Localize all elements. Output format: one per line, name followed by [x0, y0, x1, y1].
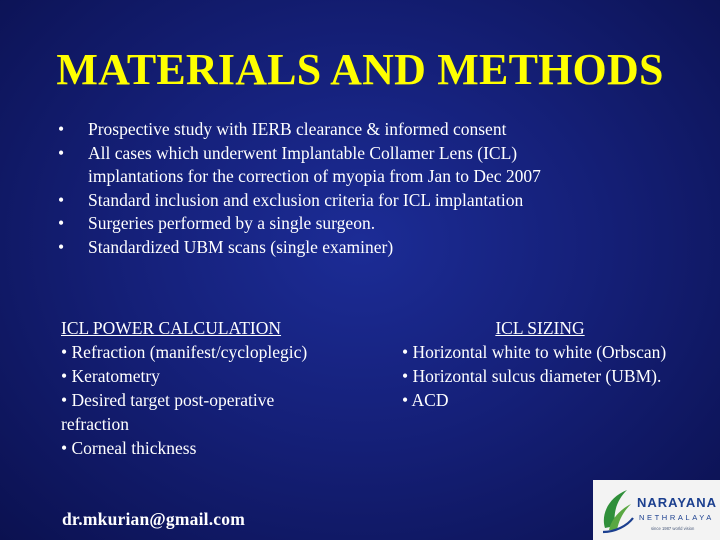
- logo-tagline: since 1987 world vision: [651, 526, 695, 531]
- bullet-text: All cases which underwent Implantable Collamer Lens (ICL): [88, 142, 518, 163]
- bullet-item: [58, 236, 678, 260]
- bullet-item: [58, 212, 678, 236]
- section-heading: ICL SIZING: [495, 318, 585, 338]
- bullet-dot: •: [58, 236, 65, 257]
- bullet-item: [58, 142, 678, 166]
- list-item-continuation: refraction: [61, 414, 130, 434]
- contact-email: dr.mkurian@gmail.com: [62, 509, 245, 529]
- list-item: • Corneal thickness: [61, 438, 197, 458]
- bullet-text: implantations for the correction of myopia from Jan to Dec 2007: [88, 166, 541, 186]
- method-bullet-list: [58, 118, 678, 259]
- bullet-item: [58, 118, 678, 142]
- bullet-text: Standardized UBM scans (single examiner): [88, 236, 394, 257]
- list-item: • Keratometry: [61, 366, 160, 386]
- list-item: • Desired target post-operative: [61, 390, 275, 410]
- bullet-text: Surgeries performed by a single surgeon.: [88, 213, 376, 233]
- bullet-dot: •: [58, 142, 65, 163]
- section-heading: ICL POWER CALCULATION: [61, 318, 282, 338]
- list-item: • Horizontal sulcus diameter (UBM).: [402, 366, 662, 386]
- logo-subname: NETHRALAYA: [639, 513, 714, 522]
- bullet-item: [58, 189, 678, 213]
- logo-name: NARAYANA: [637, 495, 718, 510]
- slide-title: MATERIALS AND METHODS: [56, 45, 664, 94]
- list-item: • ACD: [402, 390, 449, 410]
- list-item: • Refraction (manifest/cycloplegic): [61, 342, 308, 362]
- narayana-nethralaya-logo: [593, 480, 720, 540]
- bullet-item-continuation: [58, 165, 678, 189]
- logo-graphic: [593, 480, 720, 540]
- bullet-dot: •: [58, 119, 65, 139]
- icl-power-calculation-section: [61, 316, 361, 460]
- list-item: • Horizontal white to white (Orbscan): [402, 342, 667, 362]
- leaf-swoosh-icon: [603, 490, 633, 532]
- bullet-dot: •: [58, 189, 65, 210]
- bullet-text: Prospective study with IERB clearance & informed consent: [88, 119, 507, 139]
- bullet-text: Standard inclusion and exclusion criteria for ICL implantation: [88, 189, 524, 210]
- icl-sizing-section: [402, 316, 712, 412]
- bullet-dot: •: [58, 213, 65, 233]
